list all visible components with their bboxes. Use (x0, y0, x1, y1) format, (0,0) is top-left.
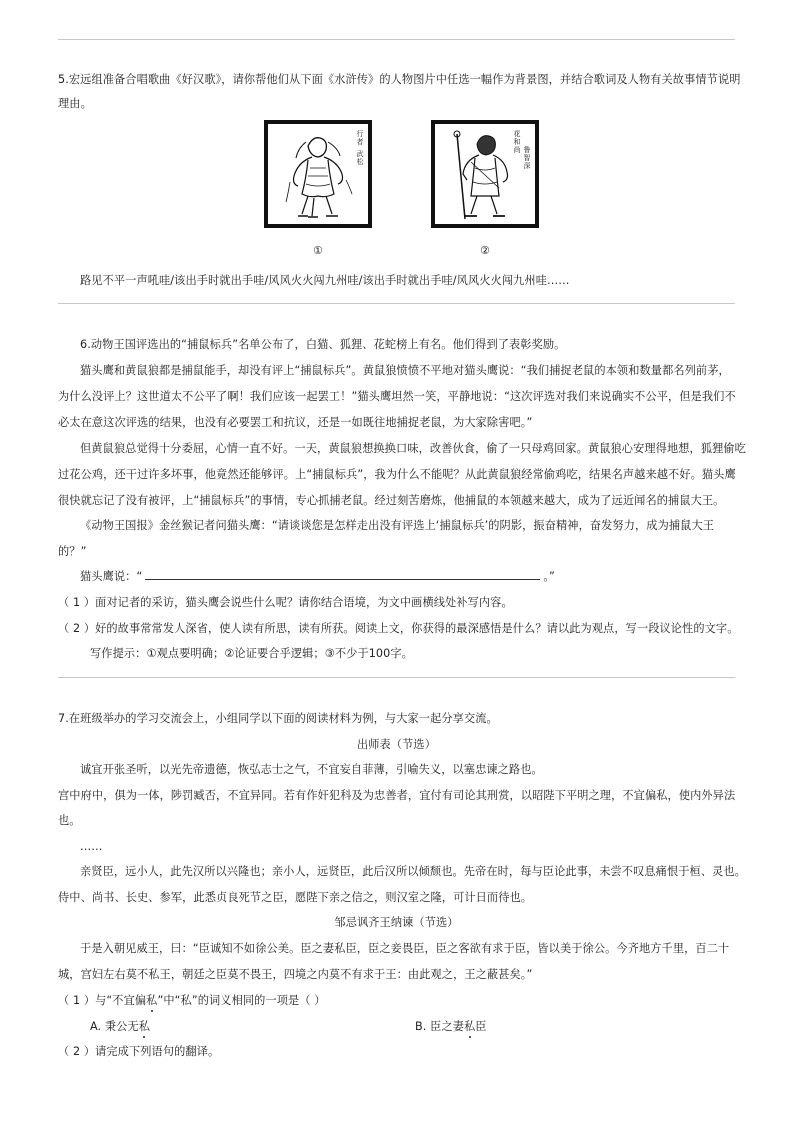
figure-luzhishen-caption-2: 鲁智深 (523, 146, 531, 170)
q6-answer-prefix: 猫头鹰说：“ (80, 570, 143, 583)
q7-sub-question-1 (58, 993, 326, 1009)
q5-prompt-line-2: 理由。 (58, 97, 92, 110)
q5-lyrics: 路见不平一声吼哇/该出手时就出手哇/风风火火闯九州哇/该出手时就出手哇/风风火火闯九州哇…… (80, 274, 570, 287)
q6-line-6: 过花公鸡，还干过许多坏事，他竟然还能够评。上“捕鼠标兵”，我为什么不能呢？从此黄鼠狼经常偷鸡吃，结果名声越来越不好。猫头鹰 (58, 468, 736, 481)
q6-line-8: 《动物王国报》金丝猴记者问猫头鹰：“请谈谈您是怎样走出没有评选上‘捕鼠标兵’的阴影，振奋精神，奋发努力，成为捕鼠大王 (80, 519, 715, 532)
wusong-illustration (268, 124, 368, 224)
section-divider (58, 303, 735, 304)
emphasis-char: 私 (463, 1020, 476, 1033)
figure-wusong-caption-2: 武松 (356, 150, 364, 166)
q6-line-5: 但黄鼠狼总觉得十分委屈，心情一直不好。一天，黄鼠狼想换换口味，改善伙食，偷了一只母鸡回家。黄鼠狼心安理得地想，狐狸偷吃 (80, 442, 746, 455)
q7-title-zouji: 邹忌讽齐王纳谏（节选） (334, 916, 459, 929)
q7-passage-3-line-1: 亲贤臣，远小人，此先汉所以兴隆也；亲小人，远贤臣，此后汉所以倾颓也。先帝在时，每与臣论此事，未尝不叹息痛恨于桓、灵也。 (80, 865, 746, 878)
q6-answer-suffix: 。” (543, 570, 555, 583)
q7-passage-1: 诚宜开张圣听，以光先帝遗德，恢弘志士之气，不宜妄自菲薄，引喻失义，以塞忠谏之路也。 (80, 763, 543, 776)
q7-option-a[interactable] (90, 1019, 150, 1035)
q7-passage-3-line-2: 侍中、尚书、长史、参军，此悉贞良死节之臣，愿陛下亲之信之，则汉室之隆，可计日而待也。 (58, 891, 533, 904)
q7-option-b[interactable] (415, 1019, 487, 1035)
option-a-text: A. 秉公无 (90, 1020, 139, 1033)
answer-blank[interactable] (145, 569, 540, 580)
figure-label-2: ② (480, 244, 490, 257)
q6-sub-question-1: （ 1 ）面对记者的采访，猫头鹰会说些什么呢？请你结合语境，为文中画横线处补写内容。 (58, 596, 513, 609)
option-b-text-b: 臣 (475, 1020, 487, 1033)
section-divider (58, 677, 735, 678)
q6-line-3: 为什么没评上？这世道太不公平了啊！我们应该一起罢工！”猫头鹰坦然一笑，平静地说：“这次评选对我们来说确实不公平，但是我们不 (58, 390, 736, 403)
q7-title-chushibiao: 出师表（节选） (356, 738, 436, 751)
q7-passage-4-line-1: 于是入朝见威王，曰：“臣诚知不如徐公美。臣之妻私臣，臣之妾畏臣，臣之客欲有求于臣，皆以美于徐公。今齐地方千里，百二十 (80, 942, 730, 955)
q6-writing-hint: 写作提示：①观点要明确；②论证要合乎逻辑；③不少于100字。 (90, 647, 413, 660)
q7-passage-2-line-1: 宫中府中，俱为一体，陟罚臧否，不宜异同。若有作奸犯科及为忠善者，宜付有司论其刑赏，以昭陛下平明之理，不宜偏私，使内外异法 (58, 789, 736, 802)
q7-passage-4-line-2: 城，宫妇左右莫不私王，朝廷之臣莫不畏王，四境之内莫不有求于王：由此观之，王之蔽甚矣。” (58, 968, 533, 981)
figure-wusong-caption-1: 行者 (356, 130, 364, 146)
section-divider (58, 39, 735, 40)
figure-luzhishen-caption-1: 花和尚 (513, 130, 521, 154)
q6-line-4: 必太在意这次评选的结果，也没有必要罢工和抗议，还是一如既往地捕捉老鼠，为大家除害吧。” (58, 416, 533, 429)
figure-label-1: ① (313, 244, 323, 257)
q6-line-1: 6.动物王国评选出的“捕鼠标兵”名单公布了，白猫、狐狸、花蛇榜上有名。他们得到了表彰奖励。 (80, 338, 566, 351)
q7-ellipsis: …… (80, 840, 103, 853)
option-b-text-a: B. 臣之妻 (415, 1020, 464, 1033)
q6-line-2: 猫头鹰和黄鼠狼都是捕鼠能手，却没有评上“捕鼠标兵”。黄鼠狼愤愤不平地对猫头鹰说：“我们捕捉老鼠的本领和数量都名列前茅， (80, 364, 730, 377)
q6-line-9: 的？” (58, 545, 87, 558)
q7-sub-question-2: （ 2 ）请完成下列语句的翻译。 (58, 1045, 220, 1058)
figure-luzhishen (431, 120, 539, 228)
q7-passage-2-line-2: 也。 (58, 814, 81, 827)
emphasis-char: 私 (138, 1020, 151, 1033)
figure-wusong (264, 120, 372, 228)
q6-sub-question-2: （ 2 ）好的故事常常发人深省，使人读有所思，读有所获。阅读上文，你获得的最深感悟是什么？请以此为观点，写一段议论性的文字。 (58, 622, 739, 635)
q6-line-7: 很快就忘记了没有被评，上“捕鼠标兵”的事情，专心抓捕老鼠。经过刻苦磨炼，他捕鼠的本领越来越大，成为了远近闻名的捕鼠大王。 (58, 494, 725, 507)
q7-intro: 7.在班级举办的学习交流会上，小组同学以下面的阅读材料为例，与大家一起分享交流。 (58, 712, 498, 725)
emphasis-char: 私 (146, 994, 158, 1007)
q7-sub1-text-b: ”中“私”的词义相同的一项是（ ） (157, 994, 326, 1007)
q5-prompt-line-1: 5.宏远组准备合唱歌曲《好汉歌》，请你帮他们从下面《水浒传》的人物图片中任选一幅作为背景图，并结合歌词及人物有关故事情节说明 (58, 73, 741, 86)
q7-sub1-text-a: （ 1 ）与“不宜偏 (58, 994, 147, 1007)
q6-answer-line (80, 569, 555, 585)
